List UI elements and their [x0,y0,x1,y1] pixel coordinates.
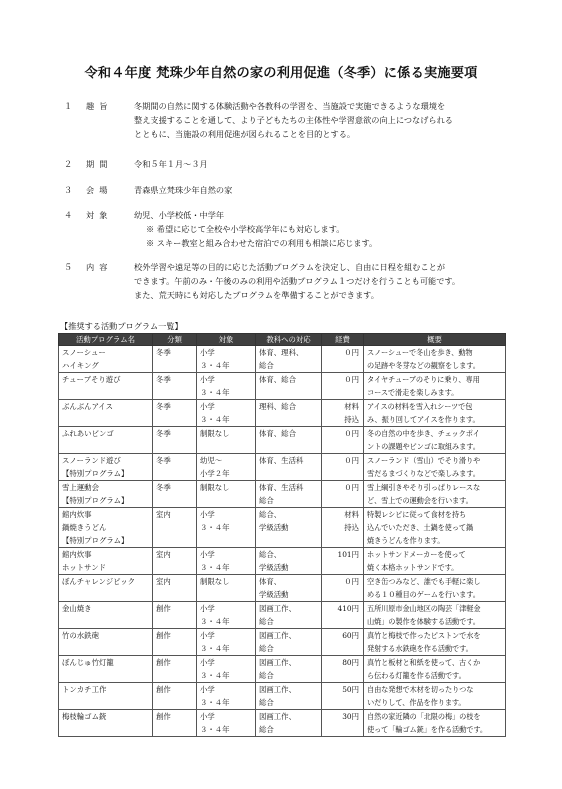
cell-cost [322,548,364,575]
cell-cost [322,629,364,656]
cell-line: 小学 [200,712,215,721]
cell-line: 制限なし [200,577,230,586]
section-label: 対象 [86,210,113,220]
cell-line: 体育、生活科 [259,456,304,465]
table-title: 【推奨する活動プログラム一覧】 [60,321,183,331]
cell-line: 焼きうどんを作ります。 [367,536,445,545]
cell-line: 小学 [200,402,215,411]
cell-line: ふれあいビンゴ [62,429,114,438]
cell-desc [364,656,506,683]
cell-line: アイスの材料を雪入れシーツで包 [367,402,473,411]
cell-subject [256,508,322,548]
table-row [59,602,506,629]
section-body [134,157,562,171]
cell-subject [256,602,322,629]
cell-line: 梅枝輪ゴム銃 [62,712,107,721]
cell-cat: 室内 [153,508,197,548]
cell-line: ど、雪上での運動会を行います。 [367,496,473,505]
cell-name [59,710,153,737]
cell-desc [364,454,506,481]
cell-line: 持込 [344,415,359,424]
cell-name [59,481,153,508]
cell-target [197,373,256,400]
cell-subject [256,656,322,683]
cell-name [59,548,153,575]
section-number: １ [64,101,73,111]
cell-line: 雪上運動会 [62,483,99,492]
cell-cost [322,346,364,373]
document-title: 令和４年度 梵珠少年自然の家の利用促進（冬季）に係る実施要項 [84,66,478,81]
cell-line: ０円 [344,483,359,492]
section-line: 青森県立梵珠少年自然の家 [134,185,233,195]
cell-line: 総合 [259,361,274,370]
cell-line: ホットサンドメーカーを使って [367,550,466,559]
section-body [134,99,562,141]
cell-target [197,427,256,454]
cell-line: 山焼」の製作を体験する活動です。 [367,617,480,626]
section-line: できます。午前のみ・午後のみの利用や活動プログラム１つだけを行うことも可能です。 [134,276,461,286]
cell-cat: 冬季 [153,400,197,427]
cell-line: 総合 [259,671,274,680]
cell-line: 小学 [200,685,215,694]
header-category: 分類 [153,334,197,346]
cell-line: 101円 [337,550,359,559]
cell-line: ントの課題やビンゴに取組みます。 [367,442,480,451]
cell-cost [322,373,364,400]
table-row [59,683,506,710]
cell-name [59,400,153,427]
cell-name [59,629,153,656]
cell-line: ぼんチャレンジピック [62,577,136,586]
cell-subject [256,373,322,400]
cell-cost [322,683,364,710]
cell-line: ら伝わる灯籠を作る活動です。 [367,671,466,680]
cell-cost [322,427,364,454]
cell-name [59,373,153,400]
cell-cat: 創作 [153,629,197,656]
cell-cat: 室内 [153,548,197,575]
cell-cost [322,400,364,427]
cell-desc [364,427,506,454]
cell-cat: 室内 [153,575,197,602]
cell-line: の足跡や冬芽などの観察をします。 [367,361,480,370]
cell-line: スノーランド（雪山）でそり滑りや [367,456,481,465]
section-line: 整え支援することを通して、より子どもたちの主体性や学習意欲の向上につなげられる [134,115,453,125]
table-row [59,575,506,602]
cell-target [197,481,256,508]
cell-line: 小学 [200,658,215,667]
cell-line: ０円 [344,429,359,438]
cell-name [59,346,153,373]
cell-cat: 創作 [153,656,197,683]
cell-line: 図画工作、 [259,685,296,694]
cell-target [197,602,256,629]
cell-line: ホットサンド [62,563,106,572]
cell-line: 総合 [259,617,274,626]
cell-line: ３・４年 [200,725,230,734]
cell-line: 体育、理科、 [259,348,304,357]
cell-desc [364,629,506,656]
cell-line: 小学 [200,348,215,357]
section-body [134,183,562,197]
cell-cat: 冬季 [153,481,197,508]
cell-line: ３・４年 [200,415,230,424]
cell-line: ３・４年 [200,523,230,532]
cell-line: 60円 [342,631,359,640]
cell-name [59,427,153,454]
table-row [59,400,506,427]
cell-line: 幼児～ [200,456,223,465]
cell-line: 小学 [200,631,215,640]
cell-line: 体育、 [259,577,282,586]
cell-line: ３・４年 [200,671,230,680]
section-line: 令和５年１月～３月 [134,159,208,169]
cell-line: スノーシュー [62,348,106,357]
cell-line: 小学 [200,510,215,519]
cell-cat: 冬季 [153,346,197,373]
cell-line: 総合 [259,698,274,707]
cell-subject [256,548,322,575]
cell-subject [256,427,322,454]
cell-line: タイヤチューブのそりに乗り、専用 [367,375,480,384]
cell-line: トンカチ工作 [62,685,107,694]
cell-desc [364,508,506,548]
table-row [59,710,506,737]
cell-line: 込んでいただき、土鍋を使って鍋 [367,523,474,532]
cell-line: ０円 [344,348,359,357]
table-row [59,346,506,373]
cell-subject [256,400,322,427]
cell-line: 総合 [259,496,274,505]
cell-line: 体育、総合 [259,375,296,384]
cell-line: コースで滑走を楽しみます。 [367,388,459,397]
cell-line: 【特別プログラム】 [62,469,129,478]
table-body [59,346,506,737]
cell-cat: 冬季 [153,373,197,400]
cell-cost [322,656,364,683]
header-summary: 概要 [364,334,506,346]
section-line: 冬期間の自然に関する体験活動や各教科の学習を、当施設で実施できるような環境を [134,101,446,111]
section-line: また、荒天時にも対応したプログラムを準備することができます。 [134,290,379,300]
cell-line: ３・４年 [200,644,230,653]
table-row [59,656,506,683]
cell-line: 使って「輪ゴム銃」を作る活動です。 [367,725,487,734]
cell-line: 学級活動 [259,590,289,599]
section-label: 趣旨 [86,101,113,111]
cell-line: 体育、生活科 [259,483,304,492]
cell-line: み、振り回してアイスを作ります。 [367,415,480,424]
cell-name [59,575,153,602]
cell-line: 30円 [342,712,359,721]
cell-subject [256,481,322,508]
cell-line: 総合 [259,725,274,734]
cell-target [197,575,256,602]
cell-line: ３・４年 [200,617,230,626]
cell-line: ０円 [344,375,359,384]
cell-line: 学級活動 [259,523,289,532]
cell-desc [364,602,506,629]
section-line: 校外学習や遠足等の目的に応じた活動プログラムを決定し、自由に日程を組むことが [134,262,446,272]
cell-line: 竹の水鉄砲 [62,631,99,640]
table-row [59,427,506,454]
section-line: とともに、当施設の利用促進が図られることを目的とする。 [134,129,356,139]
cell-line: ３・４年 [200,388,230,397]
header-target: 対象 [197,334,256,346]
cell-line: 【特別プログラム】 [62,536,129,545]
cell-line: 雪だるまづくりなどで楽しみます。 [367,469,480,478]
cell-line: める１０種目のゲームを行います。 [367,590,480,599]
cell-target [197,548,256,575]
cell-desc [364,548,506,575]
cell-subject [256,683,322,710]
cell-line: 50円 [342,685,359,694]
section-number: ５ [64,262,73,272]
section-number: ４ [64,210,73,220]
cell-name [59,508,153,548]
cell-line: 発射する水鉄砲を作る活動です。 [367,644,473,653]
cell-line: 小学２年 [200,469,230,478]
cell-cost [322,481,364,508]
cell-line: 体育、総合 [259,429,296,438]
cell-line: 小学 [200,550,215,559]
cell-desc [364,683,506,710]
table-header-row [59,334,506,346]
cell-desc [364,346,506,373]
cell-line: 五所川原市金山地区の陶芸「津軽金 [367,604,481,613]
cell-cat: 創作 [153,710,197,737]
table-row [59,373,506,400]
cell-line: 自由な発想で木材を切ったりつな [367,685,474,694]
cell-name [59,683,153,710]
cell-line: 総合、 [259,510,282,519]
cell-line: スノーシューで冬山を歩き、動物 [367,348,473,357]
cell-cost [322,454,364,481]
cell-desc [364,575,506,602]
cell-subject [256,710,322,737]
cell-line: 雪上綱引きやそり引っぱりレースな [367,483,481,492]
cell-name [59,656,153,683]
cell-cost [322,575,364,602]
cell-desc [364,373,506,400]
cell-line: 館内炊事 [62,510,92,519]
cell-line: チューブそり遊び [62,375,121,384]
table-row [59,629,506,656]
section-label: 期間 [86,159,113,169]
cell-target [197,710,256,737]
cell-line: ０円 [344,456,359,465]
section-label: 会場 [86,185,113,195]
cell-desc [364,481,506,508]
program-table [58,333,506,737]
section-note: ※ スキー教室と組み合わせた宿泊での利用も相談に応じます。 [146,238,378,248]
cell-name [59,602,153,629]
cell-line: 材料 [344,510,359,519]
cell-subject [256,629,322,656]
cell-line: 真竹と梅枝で作ったピストンで水を [367,631,481,640]
table-row [59,548,506,575]
cell-line: いだりして、作品を作ります。 [367,698,466,707]
cell-subject [256,454,322,481]
cell-line: 焼く本格ホットサンドです。 [367,563,459,572]
cell-line: 制限なし [200,483,230,492]
table-row [59,481,506,508]
cell-target [197,683,256,710]
table-row [59,508,506,548]
cell-cost [322,508,364,548]
cell-line: ぶんぶんアイス [62,402,113,411]
cell-line: ３・４年 [200,563,230,572]
cell-cost [322,602,364,629]
table-row [59,454,506,481]
cell-line: ０円 [344,577,359,586]
cell-subject [256,346,322,373]
header-cost: 経費 [322,334,364,346]
cell-line: 特製レシピに従って食材を持ち [367,510,467,519]
header-name: 活動プログラム名 [59,334,153,346]
cell-cat: 創作 [153,602,197,629]
cell-line: ３・４年 [200,361,230,370]
section-number: ３ [64,185,73,195]
cell-line: 図画工作、 [259,712,296,721]
cell-name [59,454,153,481]
cell-subject [256,575,322,602]
cell-line: 図画工作、 [259,631,296,640]
cell-line: 材料 [344,402,359,411]
cell-target [197,656,256,683]
cell-target [197,629,256,656]
cell-target [197,346,256,373]
cell-line: 総合 [259,644,274,653]
cell-cat: 冬季 [153,454,197,481]
cell-line: 小学 [200,604,215,613]
cell-cost [322,710,364,737]
cell-line: 学級活動 [259,563,289,572]
cell-line: ぼんじゅ竹灯籠 [62,658,114,667]
cell-cat: 創作 [153,683,197,710]
cell-line: 金山焼き [62,604,92,613]
cell-line: 図画工作、 [259,604,296,613]
cell-line: 総合、 [259,550,282,559]
cell-line: 真竹と板材と和紙を使って、古くか [367,658,481,667]
section-label: 内容 [86,262,113,272]
cell-cat: 冬季 [153,427,197,454]
cell-line: 制限なし [200,429,230,438]
cell-line: 理科、総合 [259,402,296,411]
cell-line: 図画工作、 [259,658,296,667]
section-body [134,260,562,302]
cell-target [197,400,256,427]
cell-line: 冬の自然の中を歩き、チェックポイ [367,429,480,438]
cell-line: 鍋焼きうどん [62,523,107,532]
cell-line: 持込 [344,523,359,532]
cell-target [197,508,256,548]
cell-line: 小学 [200,375,215,384]
cell-line: ハイキング [62,361,99,370]
cell-line: ３・４年 [200,698,230,707]
section-number: ２ [64,159,73,169]
cell-line: 空き缶つみなど、誰でも手軽に楽し [367,577,481,586]
cell-line: 【特別プログラム】 [62,496,129,505]
cell-target [197,454,256,481]
cell-line: 410円 [337,604,359,613]
section-body [134,208,562,250]
section-line: 幼児、小学校低・中学年 [134,210,225,220]
cell-line: 自然の家近隣の「北限の梅」の枝を [367,712,481,721]
section-note: ※ 希望に応じて全校や小学校高学年にも対応します。 [146,224,345,234]
cell-line: 80円 [342,658,359,667]
header-subject: 教科への対応 [256,334,322,346]
cell-desc [364,710,506,737]
cell-desc [364,400,506,427]
cell-line: スノーランド遊び [62,456,121,465]
cell-line: 館内炊事 [62,550,92,559]
